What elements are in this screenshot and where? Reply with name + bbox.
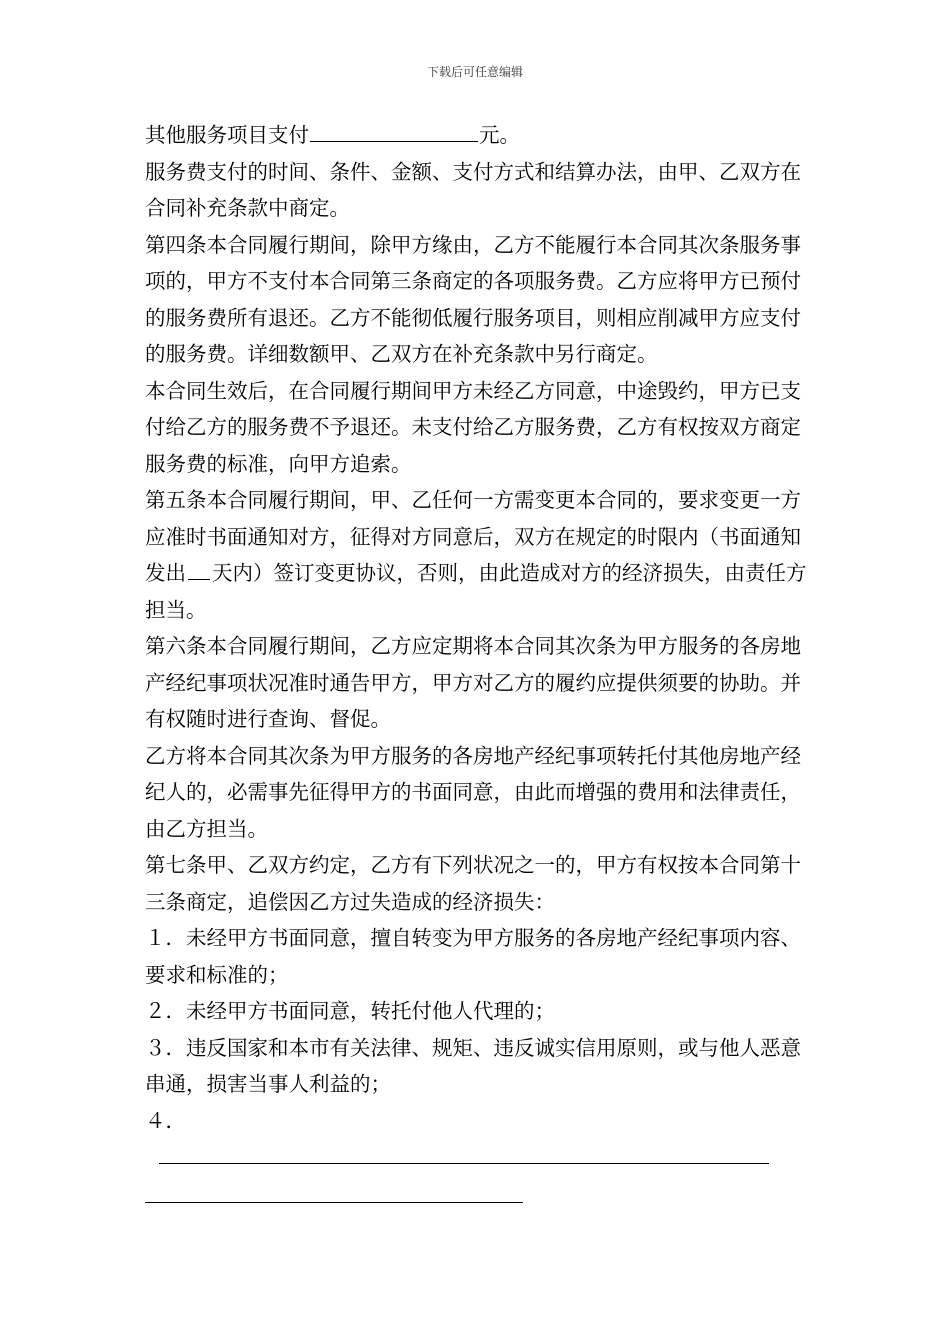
paragraph-article-6: 第六条本合同履行期间，乙方应定期将本合同其次条为甲方服务的各房地产经纪事项状况准时通告甲方，甲方对乙方的履约应提供须要的协助。并有权随时进行查询、督促。 xyxy=(145,634,801,731)
list-item-1: １．未经甲方书面同意，擅自转变为甲方服务的各房地产经纪事项内容、要求和标准的； xyxy=(145,926,801,987)
list-item-2: ２．未经甲方书面同意，转托付他人代理的； xyxy=(145,999,555,1023)
paragraph-text: 其他服务项目支付 xyxy=(145,123,309,147)
paragraph-text: 元。 xyxy=(479,123,520,147)
paragraph-text: 天内）签订变更协议，否则，由此造成对方的经济损失，由责任方担当。 xyxy=(145,561,807,622)
item-4-blank-field[interactable] xyxy=(159,1141,769,1164)
paragraph-article-5 xyxy=(145,482,807,628)
paragraph-article-7: 第七条甲、乙双方约定，乙方有下列状况之一的，甲方有权按本合同第十三条商定，追偿因乙方过失造成的经济损失： xyxy=(145,853,801,914)
paragraph-subcontract: 乙方将本合同其次条为甲方服务的各房地产经纪事项转托付其他房地产经纪人的，必需事先征得甲方的书面同意，由此而增强的费用和法律责任，由乙方担当。 xyxy=(145,743,801,841)
list-item-number: ４． xyxy=(145,1108,186,1133)
paragraph-contract-effect: 本合同生效后，在合同履行期间甲方未经乙方同意，中途毁约，甲方已支付给乙方的服务费不予退还。未支付给乙方服务费，乙方有权按双方商定服务费的标准，向甲方追索。 xyxy=(145,378,801,476)
paragraph-other-services xyxy=(145,117,807,154)
paragraph-text: 第五条本合同履行期间，甲、乙任何一方需变更本合同的，要求变更一方应准时书面通知对方，征得对方同意后，双方在规定的时限内（书面通知发出 xyxy=(145,488,801,585)
paragraph-payment-terms: 服务费支付的时间、条件、金额、支付方式和结算办法，由甲、乙双方在合同补充条款中商定。 xyxy=(145,159,801,220)
amount-blank-field[interactable] xyxy=(310,119,478,142)
document-body xyxy=(145,117,807,1203)
item-4-blank-continuation[interactable] xyxy=(145,1176,523,1203)
paragraph-article-4: 第四条本合同履行期间，除甲方缘由，乙方不能履行本合同其次条服务事项的，甲方不支付本合同第三条商定的各项服务费。乙方应将甲方已预付的服务费所有退还。乙方不能彻低履行服务项目，则相应削减甲方应支付的服务费。详细数额甲、乙双方在补充条款中另行商定。 xyxy=(145,232,801,366)
days-blank-field[interactable] xyxy=(188,557,210,580)
page-header-note: 下载后可任意编辑 xyxy=(426,65,523,79)
list-item-3: ３．违反国家和本市有关法律、规矩、违反诚实信用原则，或与他人恶意串通，损害当事人利益的； xyxy=(145,1035,801,1096)
list-item-4 xyxy=(145,1103,807,1176)
